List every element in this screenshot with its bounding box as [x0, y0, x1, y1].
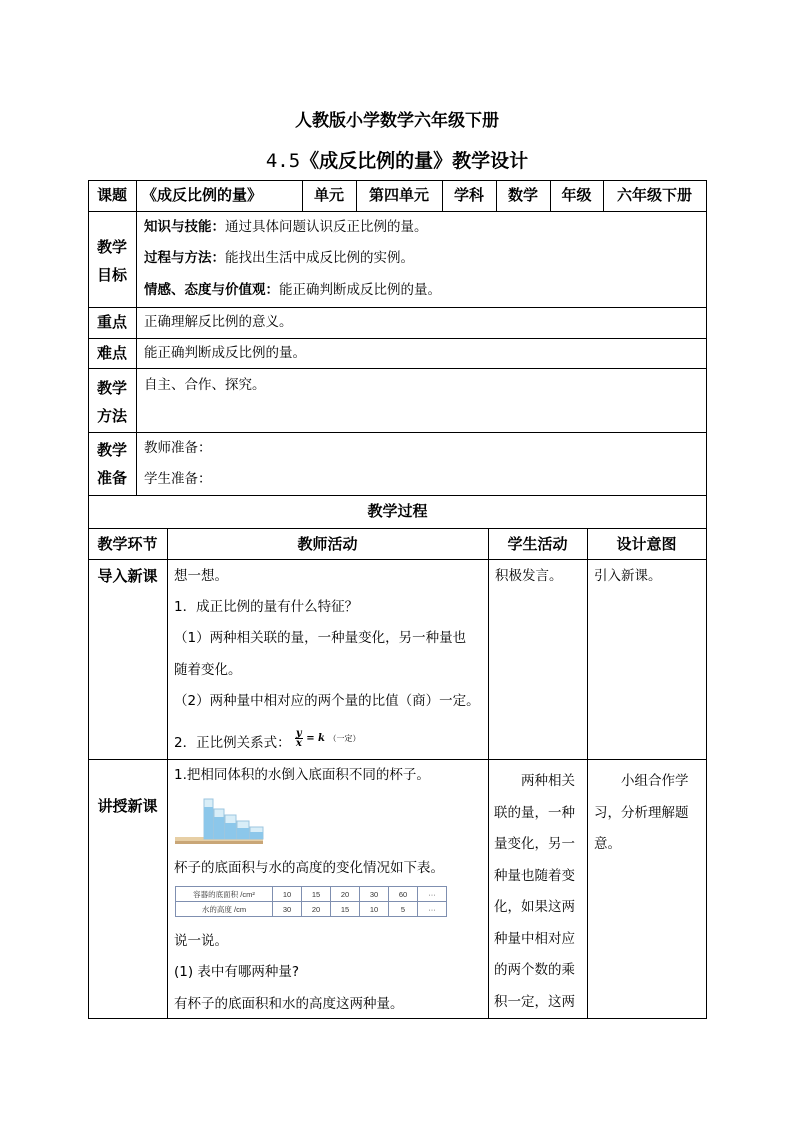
table-row [176, 902, 447, 917]
intro-intent: 引入新课。 [594, 568, 662, 584]
student-line: 种量中相对应 [494, 930, 575, 947]
col-teacher-header: 教师活动 [297, 535, 358, 553]
lesson-line: 杯子的底面积与水的高度的变化情况如下表。 [174, 860, 444, 876]
formula-rest: = k [306, 733, 325, 744]
method-label-line1: 教学 [96, 379, 127, 397]
key-point-text: 正确理解反比例的意义。 [144, 314, 293, 330]
objectives-label-line2: 目标 [96, 266, 127, 284]
objective-key: 知识与技能： [144, 219, 225, 235]
table-row-label: 容器的底面积 /cm² [176, 887, 273, 902]
intent-line: 习，分析理解题 [594, 804, 689, 821]
subtitle-text: 《成反比例的量》教学设计 [300, 150, 529, 172]
table-cell: 10 [360, 902, 389, 917]
student-line: 化，如果这两 [494, 899, 575, 915]
intro-line: 随着变化。 [174, 662, 242, 678]
unit-value: 第四单元 [368, 186, 429, 204]
subtitle-number: 4.5 [265, 150, 301, 172]
intro-stage: 导入新课 [97, 567, 158, 585]
difficulty-label: 难点 [96, 344, 127, 362]
table-cell: ··· [418, 902, 447, 917]
intro-line: 1．成正比例的量有什么特征？ [174, 599, 359, 615]
objective-key: 过程与方法： [144, 250, 225, 266]
intent-line: 意。 [594, 836, 621, 852]
unit-label: 单元 [313, 186, 344, 204]
student-line: 种量也随着变 [494, 867, 575, 884]
table-cell: 30 [273, 902, 302, 917]
subject-value: 数学 [507, 186, 538, 204]
lesson-line: (1) 表中有哪两种量? [174, 964, 300, 980]
method-text: 自主、合作、探究。 [144, 377, 266, 393]
objective-knowledge [144, 218, 428, 236]
key-point-label: 重点 [96, 313, 127, 331]
table-cell: ··· [418, 887, 447, 902]
table-cell: 10 [273, 887, 302, 902]
student-line: 联的量，一种 [494, 804, 575, 821]
intent-line: 小组合作学 [621, 773, 689, 789]
student-line: 量变化，另一 [494, 836, 575, 852]
lesson-intent [594, 766, 704, 861]
table-cell: 5 [389, 902, 418, 917]
table-cell: 20 [302, 902, 331, 917]
cups-illustration [175, 793, 265, 847]
table-cell: 60 [389, 887, 418, 902]
student-line: 两种相关 [521, 773, 575, 789]
objective-process [144, 249, 414, 267]
formula-numerator: y [295, 728, 302, 739]
objective-text: 能正确判断成反比例的量。 [279, 282, 441, 298]
page-title: 人教版小学数学六年级下册 [295, 111, 499, 131]
grade-value: 六年级下册 [616, 186, 692, 204]
proportion-formula [295, 728, 361, 749]
objective-text: 能找出生活中成反比例的实例。 [225, 250, 414, 266]
col-student-header: 学生活动 [507, 535, 568, 553]
table-cell: 15 [331, 902, 360, 917]
intro-line: 想一想。 [174, 568, 228, 584]
lesson-line: 有杯子的底面积和水的高度这两种量。 [174, 996, 404, 1012]
col-intent-header: 设计意图 [616, 535, 677, 553]
grade-label: 年级 [561, 186, 592, 204]
objective-key: 情感、态度与价值观： [144, 282, 279, 298]
objective-attitude [144, 281, 441, 299]
intro-line [174, 728, 361, 754]
intro-line: （1）两种相关联的量，一种量变化，另一种量也 [174, 630, 467, 646]
teacher-prep: 教师准备： [144, 440, 212, 456]
table-cell: 30 [360, 887, 389, 902]
page-subtitle [0, 146, 794, 173]
table-row-label: 水的高度 /cm [176, 902, 273, 917]
topic-value: 《成反比例的量》 [142, 186, 263, 204]
topic-label: 课题 [96, 186, 127, 204]
method-label [88, 374, 136, 430]
process-title: 教学过程 [367, 502, 428, 520]
preparation-label [88, 436, 136, 492]
preparation-label-line2: 准备 [96, 469, 127, 487]
lesson-line: 1.把相同体积的水倒入底面积不同的杯子。 [174, 767, 430, 783]
lesson-line: 说一说。 [174, 933, 228, 949]
formula-denominator: x [295, 738, 302, 749]
student-line: 的两个数的乘 [494, 962, 575, 978]
lesson-stage: 讲授新课 [97, 797, 158, 815]
intro-line: （2）两种量中相对应的两个量的比值（商）一定。 [174, 693, 480, 709]
preparation-label-line1: 教学 [96, 441, 127, 459]
table-row [176, 887, 447, 902]
lesson-student [494, 766, 584, 1018]
subject-label: 学科 [453, 186, 484, 204]
table-cell: 15 [302, 887, 331, 902]
col-stage-header: 教学环节 [97, 535, 158, 553]
difficulty-text: 能正确判断成反比例的量。 [144, 345, 306, 361]
objectives-label-line1: 教学 [96, 238, 127, 256]
student-prep: 学生准备： [144, 471, 212, 487]
student-line: 积一定，这两 [494, 993, 575, 1010]
formula-lead: 2．正比例关系式： [174, 735, 291, 751]
method-label-line2: 方法 [96, 407, 127, 425]
objectives-label [88, 233, 136, 289]
area-height-table [175, 886, 447, 917]
table-cell: 20 [331, 887, 360, 902]
intro-student: 积极发言。 [495, 568, 563, 584]
objective-text: 通过具体问题认识反正比例的量。 [225, 219, 428, 235]
formula-note: （一定） [328, 734, 361, 743]
